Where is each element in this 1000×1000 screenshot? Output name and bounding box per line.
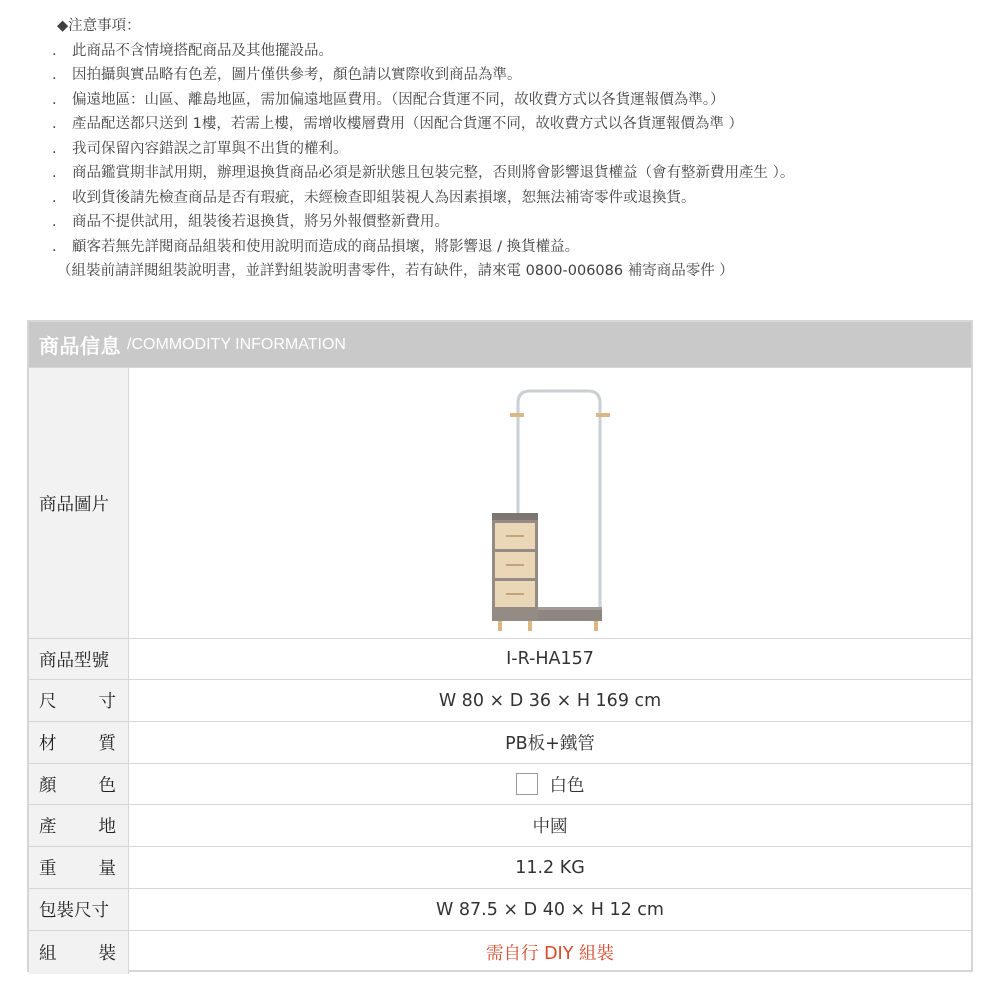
row-label: 顏 色 — [29, 764, 129, 804]
table-row-image — [29, 367, 971, 638]
header-subtitle: /COMMODITY INFORMATION — [127, 335, 346, 353]
weight: 11.2 KG — [515, 857, 585, 878]
note-item: . 我司保留內容錯誤之訂單與不出貨的權利。 — [52, 140, 348, 157]
note-item: . 商品鑑賞期非試用期，辦理退換貨商品必須是新狀態且包裝完整，否則將會影響退貨權益（會有整新費用產生 ）。 — [52, 165, 795, 181]
row-label: 重 量 — [29, 847, 129, 888]
assembly-note: 需自行 DIY 組裝 — [486, 944, 614, 964]
table-row — [29, 679, 971, 721]
note-item: . 顧客若無先詳閱商品組裝和使用說明而造成的商品損壞，將影響退 / 換貨權益。 — [52, 238, 580, 255]
row-label: 尺 寸 — [29, 680, 129, 721]
row-label: 材 質 — [29, 722, 129, 763]
clothes-rack-illustration — [430, 373, 670, 633]
notes-section — [52, 14, 992, 284]
color-swatch — [516, 773, 538, 795]
material: PB板+鐵管 — [505, 734, 595, 754]
table-header — [29, 322, 971, 367]
dimensions: W 80 × D 36 × H 169 cm — [438, 690, 662, 711]
header-title: 商品信息 — [39, 334, 121, 358]
table-row — [29, 763, 971, 804]
color-value — [129, 764, 971, 804]
notes-footer: （組裝前請詳閱組裝說明書，並詳對組裝說明書零件，若有缺件，請來電 0800-006086 補寄商品零件 ） — [57, 263, 734, 279]
notes-heading: ◆注意事項： — [57, 18, 141, 34]
model-number: I-R-HA157 — [506, 649, 594, 669]
note-item: . 產品配送都只送到 1樓，若需上樓，需增收樓層費用（因配合貨運不同，故收費方式以各貨運報價為準 ） — [52, 116, 743, 132]
commodity-info-table — [27, 320, 973, 972]
table-row — [29, 888, 971, 930]
origin: 中國 — [532, 817, 568, 837]
note-item: . 因拍攝與實品略有色差，圖片僅供參考，顏色請以實際收到商品為準。 — [52, 67, 522, 83]
row-label: 包裝尺寸 — [29, 889, 129, 930]
package-size: W 87.5 × D 40 × H 12 cm — [436, 899, 664, 920]
note-item: . 收到貨後請先檢查商品是否有瑕疵，未經檢查即組裝視人為因素損壞，恕無法補寄零件或退換貨。 — [52, 189, 696, 206]
table-row — [29, 846, 971, 888]
color-name: 白色 — [549, 775, 585, 796]
note-item: . 偏遠地區：山區、離島地區，需加偏遠地區費用。（因配合貨運不同，故收費方式以各貨運報價為準。） — [52, 91, 725, 108]
table-row — [29, 930, 971, 974]
note-item: . 商品不提供試用，組裝後若退換貨，將另外報價整新費用。 — [52, 214, 449, 230]
row-label: 組 裝 — [29, 931, 129, 974]
row-label: 商品型號 — [29, 639, 129, 679]
note-item: . 此商品不含情境搭配商品及其他擺設品。 — [52, 42, 333, 59]
table-row — [29, 721, 971, 763]
table-row — [29, 804, 971, 846]
row-label: 產 地 — [29, 805, 129, 846]
product-image — [129, 368, 971, 638]
row-label: 商品圖片 — [29, 368, 129, 638]
table-row — [29, 638, 971, 679]
